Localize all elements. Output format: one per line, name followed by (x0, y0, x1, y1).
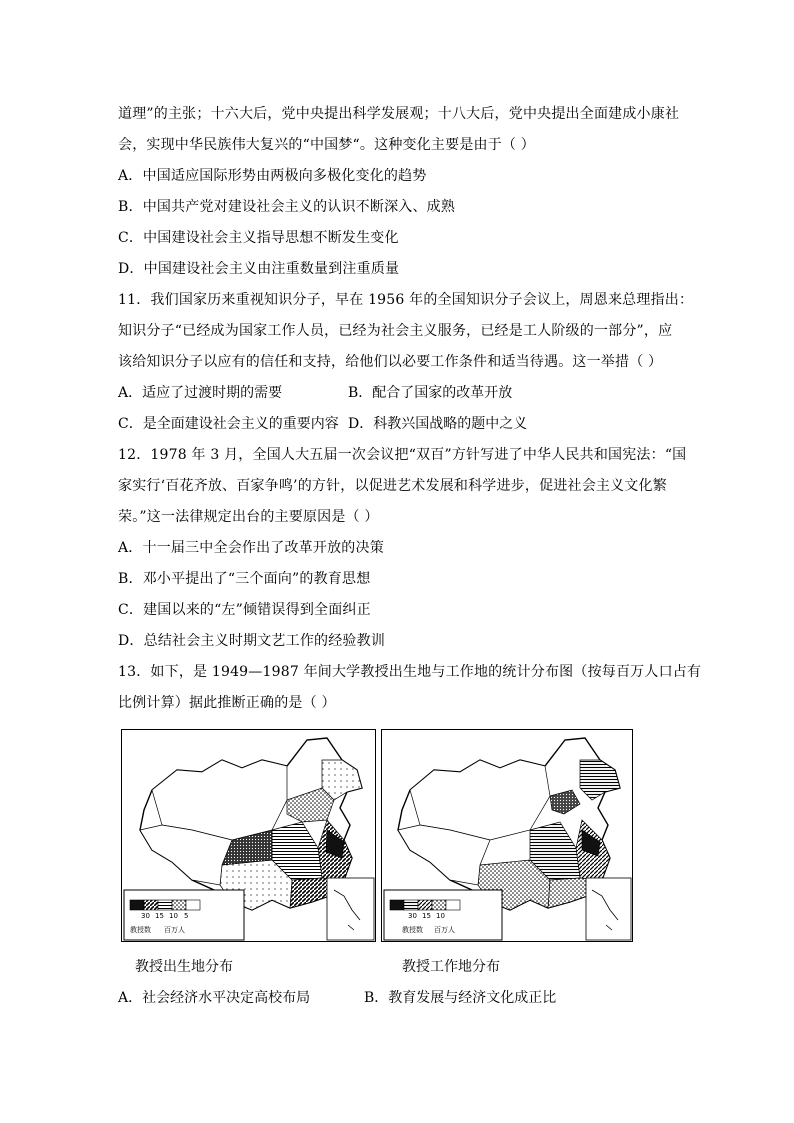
map-workplace-graphic (382, 730, 632, 941)
q12-option-b: B．邓小平提出了“三个面向”的教育思想 (118, 571, 371, 587)
q10-option-b: B．中国共产党对建设社会主义的认识不断深入、成熟 (118, 199, 456, 215)
map-birthplace-caption: 教授出生地分布 (135, 959, 233, 975)
q11-option-d: D．科教兴国战略的题中之义 (348, 416, 528, 432)
legend-label-count: 教授数 (402, 926, 423, 934)
map-workplace-caption: 教授工作地分布 (402, 959, 500, 975)
legend-value-1: 30 (141, 912, 150, 920)
legend-value-4: 5 (184, 912, 189, 920)
q11-option-c: C．是全面建设社会主义的重要内容 (118, 416, 339, 432)
q13-option-b: B．教育发展与经济文化成正比 (364, 990, 557, 1006)
legend-label-unit: 百万人 (434, 926, 455, 934)
q11-stem-line-2: 知识分子“已经成为国家工作人员，已经为社会主义服务，已经是工人阶级的一部分”，应 (118, 323, 673, 339)
legend-label-unit: 百万人 (164, 926, 185, 934)
legend-value-1: 30 (408, 912, 417, 920)
q10-option-a: A．中国适应国际形势由两极向多极化变化的趋势 (118, 168, 427, 184)
legend-value-3: 10 (169, 912, 178, 920)
q11-stem-line-3: 该给知识分子以应有的信任和支持，给他们以必要工作条件和适当待遇。这一举措（ ） (118, 354, 663, 370)
q11-stem-line-1: 11．我们国家历来重视知识分子，早在 1956 年的全国知识分子会议上，周恩来总理指出： (118, 292, 694, 308)
legend-swatches-workplace (390, 900, 460, 910)
q11-option-b: B．配合了国家的改革开放 (348, 385, 513, 401)
legend-label-count: 教授数 (130, 926, 151, 934)
q12-stem-line-2: 家实行‘百花齐放、百家争鸣’的方针，以促进艺术发展和科学进步，促进社会主义文化繁 (118, 478, 667, 494)
q10-stem-line-2: 会，实现中华民族伟大复兴的“中国梦“。这种变化主要是由于（ ） (118, 137, 535, 153)
q12-option-d: D．总结社会主义时期文艺工作的经验教训 (118, 633, 386, 649)
map-birthplace (121, 729, 376, 942)
q11-option-a: A．适应了过渡时期的需要 (118, 385, 283, 401)
legend-value-3: 10 (436, 912, 445, 920)
region-northeast (580, 760, 620, 800)
legend-value-2: 15 (155, 912, 164, 920)
q13-stem-line-2: 比例计算）据此推断正确的是（ ） (118, 695, 336, 711)
map-birthplace-graphic (122, 730, 375, 941)
map-workplace (381, 729, 633, 942)
q10-option-c: C．中国建设社会主义指导思想不断发生变化 (118, 230, 399, 246)
legend-value-2: 15 (422, 912, 431, 920)
legend-swatches-birthplace (130, 900, 200, 910)
q13-stem-line-1: 13．如下，是 1949—1987 年间大学教授出生地与工作地的统计分布图（按每百万人口占有 (118, 664, 702, 680)
q12-option-c: C．建国以来的“左”倾错误得到全面纠正 (118, 602, 371, 618)
q10-stem-line-1: 道理”的主张；十六大后，党中央提出科学发展观；十八大后，党中央提出全面建成小康社 (118, 106, 680, 122)
q10-option-d: D．中国建设社会主义由注重数量到注重质量 (118, 261, 400, 277)
q12-option-a: A．十一届三中全会作出了改革开放的决策 (118, 540, 384, 556)
q12-stem-line-3: 荣。”这一法律规定出台的主要原因是（ ） (118, 509, 379, 525)
q12-stem-line-1: 12．1978 年 3 月，全国人大五届一次会议把“双百”方针写进了中华人民共和国宪法：“国 (118, 447, 687, 463)
q13-option-a: A．社会经济水平决定高校布局 (118, 990, 311, 1006)
